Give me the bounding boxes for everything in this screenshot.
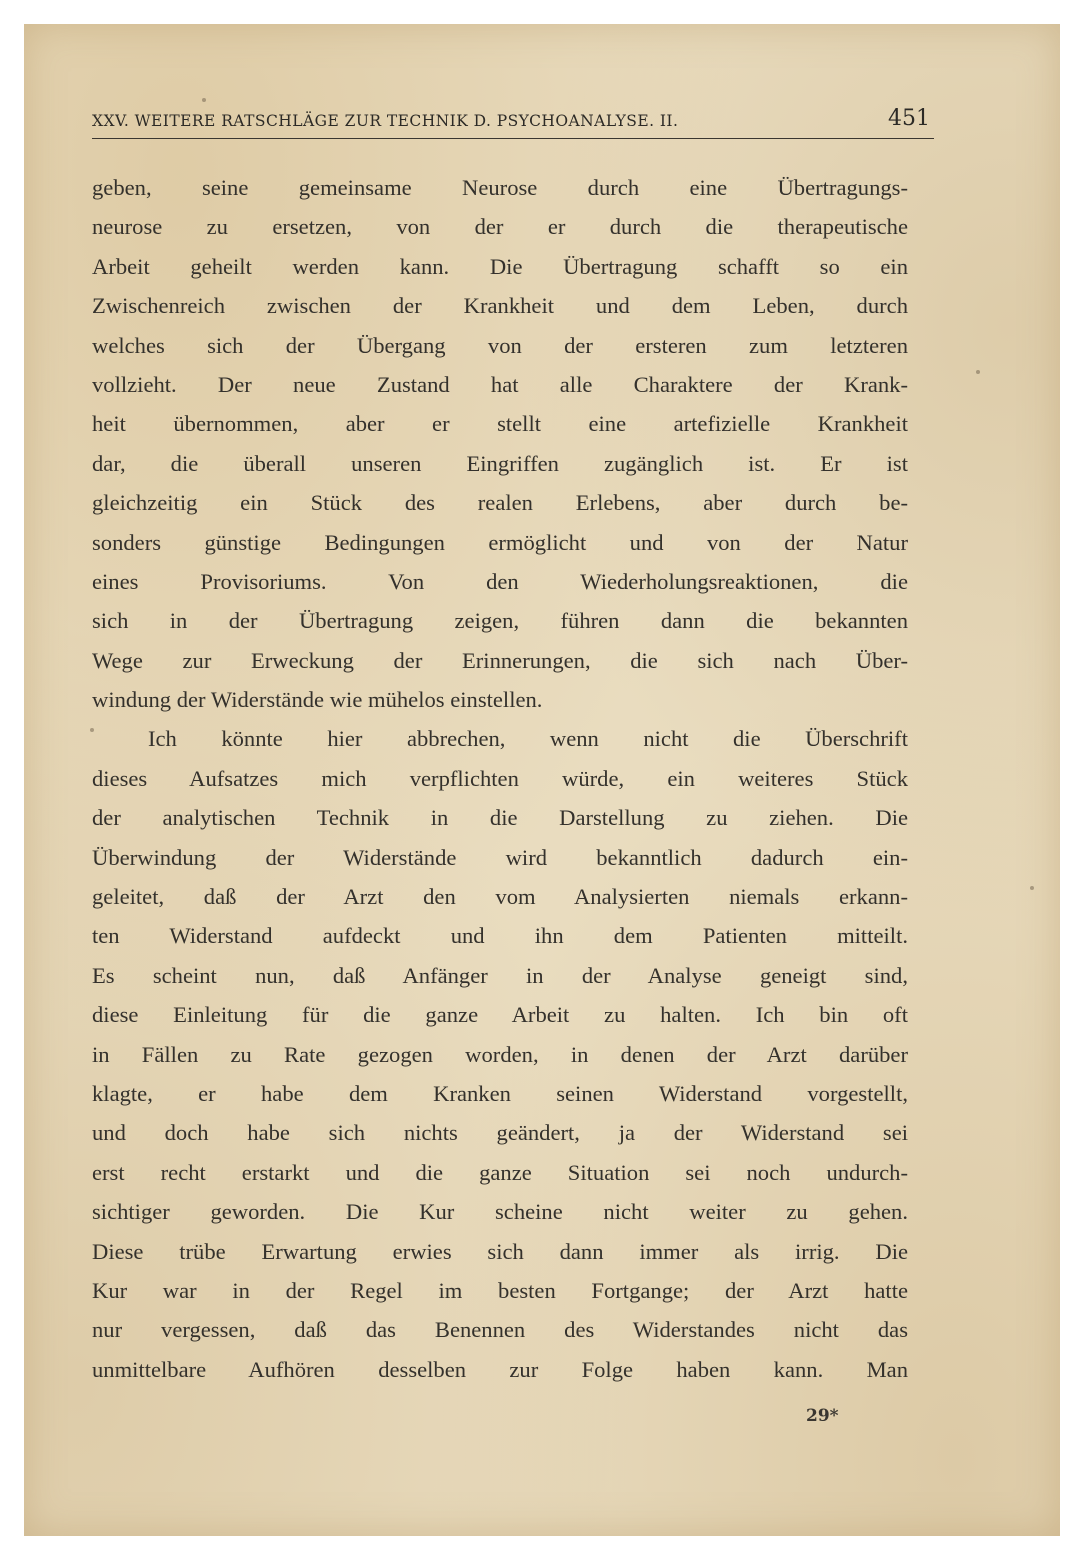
text-line: erst recht erstarkt und die ganze Situation sei noch undurch- [92,1159,908,1185]
text-line: Wege zur Erweckung der Erinnerungen, die sich nach Über- [92,647,908,673]
header-rule [92,138,934,139]
text-line: nur vergessen, daß das Benennen des Widerstandes nicht das [92,1317,908,1343]
text-line: Zwischenreich zwischen der Krankheit und dem Leben, durch [92,293,908,319]
text-line: Es scheint nun, daß Anfänger in der Analyse geneigt sind, [92,962,908,988]
running-header [92,102,934,136]
text-line: der analytischen Technik in die Darstellung zu ziehen. Die [92,805,908,831]
text-line: geleitet, daß der Arzt den vom Analysierten niemals erkann- [92,884,908,910]
text-line: Kur war in der Regel im besten Fortgange; der Arzt hatte [92,1277,908,1303]
text-line: eines Provisoriums. Von den Wiederholungsreaktionen, die [92,568,908,594]
page-number: 451 [888,106,930,131]
paragraph-2 [92,719,908,1389]
text-line: Ich könnte hier abbrechen, wenn nicht die Überschrift [148,726,908,752]
signature-mark: 29* [806,1406,839,1426]
text-line: dar, die überall unseren Eingriffen zugänglich ist. Er ist [92,450,908,476]
text-line: sonders günstige Bedingungen ermöglicht und von der Natur [92,529,908,555]
text-line: klagte, er habe dem Kranken seinen Widerstand vorgestellt, [92,1080,908,1106]
text-line: ten Widerstand aufdeckt und ihn dem Patienten mitteilt. [92,923,908,949]
text-line: diese Einleitung für die ganze Arbeit zu halten. Ich bin oft [92,1002,908,1028]
paragraph-1 [92,168,908,719]
text-line: Diese trübe Erwartung erwies sich dann immer als irrig. Die [92,1238,908,1264]
text-line: sichtiger geworden. Die Kur scheine nicht weiter zu gehen. [92,1199,908,1225]
running-title: XXV. WEITERE RATSCHLÄGE ZUR TECHNIK D. PSYCHOANALYSE. II. [92,112,679,130]
text-line: neurose zu ersetzen, von der er durch die therapeutische [92,214,908,240]
text-line: in Fällen zu Rate gezogen worden, in denen der Arzt darüber [92,1041,908,1067]
body-text [92,168,908,1389]
text-line: windung der Widerstände wie mühelos einstellen. [92,687,543,713]
text-line: gleichzeitig ein Stück des realen Erlebens, aber durch be- [92,490,908,516]
text-line: welches sich der Übergang von der ersteren zum letzteren [92,332,908,358]
text-line: dieses Aufsatzes mich verpflichten würde, ein weiteres Stück [92,765,908,791]
text-line: Überwindung der Widerstände wird bekanntlich dadurch ein- [92,844,908,870]
text-line: Arbeit geheilt werden kann. Die Übertragung schafft so ein [92,253,908,279]
text-line: geben, seine gemeinsame Neurose durch eine Übertragungs- [92,175,908,200]
text-line: heit übernommen, aber er stellt eine artefizielle Krankheit [92,411,908,437]
text-line: und doch habe sich nichts geändert, ja der Widerstand sei [92,1120,908,1146]
text-line: sich in der Übertragung zeigen, führen dann die bekannten [92,608,908,634]
text-line: vollzieht. Der neue Zustand hat alle Charaktere der Krank- [92,371,908,397]
text-line: unmittelbare Aufhören desselben zur Folge haben kann. Man [92,1356,908,1382]
